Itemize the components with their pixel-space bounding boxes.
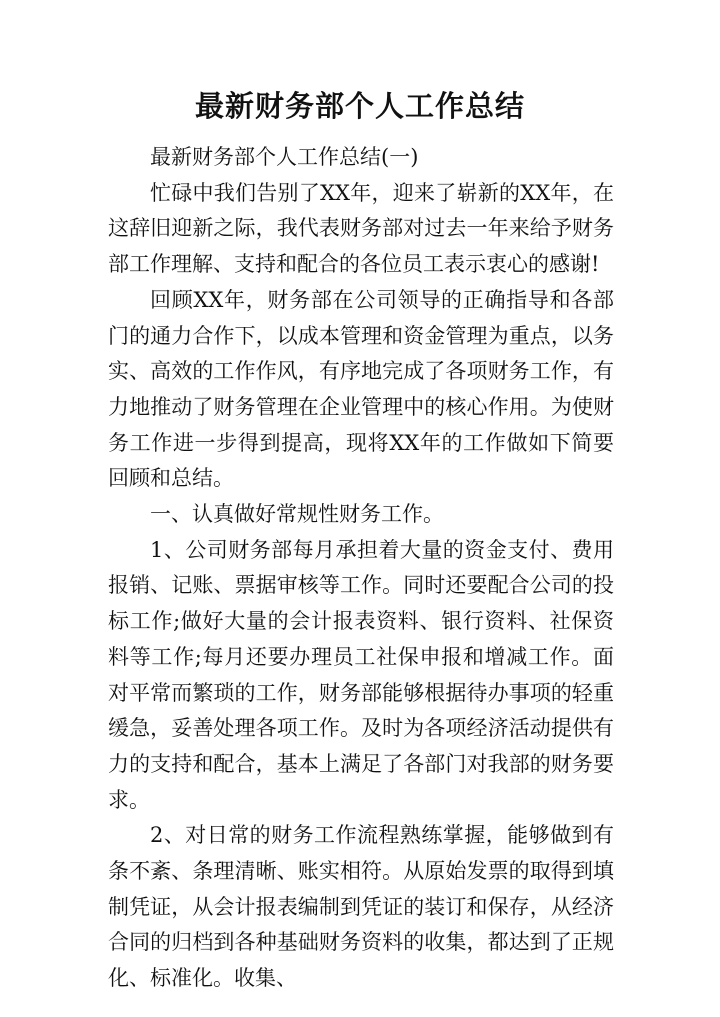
paragraph-item-1: 1、公司财务部每月承担着大量的资金支付、费用报销、记账、票据审核等工作。同时还要配合公司的投标工作;做好大量的会计报表资料、银行资料、社保资料等工作;每月还要办理员工社保申报和增减工作。面对平常而繁琐的工作，财务部能够根据待办事项的轻重缓急，妥善处理各项工作。及时为各项经济活动提供有力的支持和配合，基本上满足了各部门对我部的财务要求。 <box>108 537 614 812</box>
paragraph-item-2: 2、对日常的财务工作流程熟练掌握，能够做到有条不紊、条理清晰、账实相符。从原始发票的取得到填制凭证，从会计报表编制到凭证的装订和保存，从经济合同的归档到各种基础财务资料的收集，都达到了正规化、标准化。收集、 <box>108 823 614 991</box>
document-body <box>108 140 614 997</box>
document-title: 最新财务部个人工作总结 <box>194 89 525 123</box>
paragraph-review: 回顾XX年，财务部在公司领导的正确指导和各部门的通力合作下，以成本管理和资金管理为重点，以务实、高效的工作作风，有序地完成了各项财务工作，有力地推动了财务管理在企业管理中的核心作用。为使财务工作进一步得到提高，现将XX年的工作做如下简要回顾和总结。 <box>108 287 614 491</box>
subtitle-paragraph: 最新财务部个人工作总结(一) <box>150 145 419 169</box>
paragraph-greeting: 忙碌中我们告别了XX年，迎来了崭新的XX年，在这辞旧迎新之际，我代表财务部对过去一年来给予财务部工作理解、支持和配合的各位员工表示衷心的感谢! <box>108 180 614 277</box>
section-heading-1: 一、认真做好常规性财务工作。 <box>150 502 444 527</box>
